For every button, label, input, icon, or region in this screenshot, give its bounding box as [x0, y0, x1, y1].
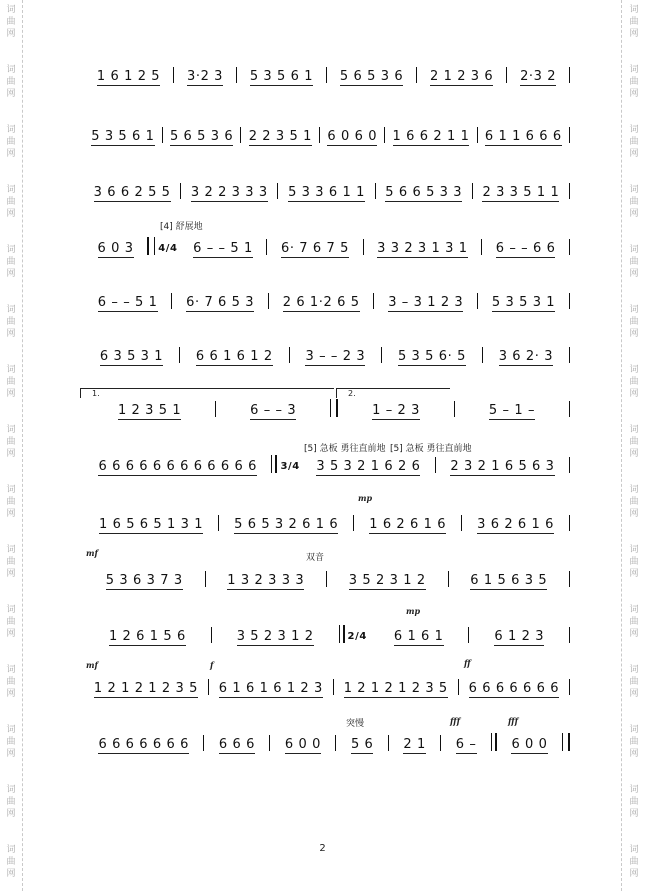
watermark-char: 网: [629, 509, 639, 519]
measure-notes: 5 6: [350, 737, 374, 752]
measure-notes: 3 – 3 1 2 3: [388, 295, 464, 310]
measure-notes: 1 6 2 6 1 6: [369, 517, 447, 532]
measure-notes: 6 6 6 6 6 6 6 6 6 6 6 6: [98, 459, 257, 474]
measure-notes: 1 6 1 2 5: [96, 69, 161, 84]
watermark-group: [627, 64, 641, 100]
measure-notes: 6 – – 6 6: [495, 241, 556, 256]
watermark-char: 词: [629, 845, 639, 855]
score-row: [84, 126, 570, 146]
watermark-char: 曲: [6, 737, 16, 747]
watermark-char: 网: [629, 749, 639, 759]
watermark-char: 曲: [629, 317, 639, 327]
watermark-right-column: [627, 0, 641, 891]
measure-notes: 6· 7 6 7 5: [280, 241, 349, 256]
measure: [241, 126, 319, 146]
watermark-char: 词: [6, 485, 16, 495]
measure: [84, 678, 208, 698]
watermark-char: 词: [6, 65, 16, 75]
measure: [459, 678, 569, 698]
measure-notes: 6 6 6: [218, 737, 255, 752]
measure-notes: 6 0 0: [284, 737, 321, 752]
watermark-group: [627, 784, 641, 820]
measure-notes: 3 6 6 2 5 5: [93, 185, 171, 200]
measure-notes: 1 – 2 3: [372, 403, 421, 418]
watermark-char: 曲: [6, 137, 16, 147]
measure: [382, 346, 482, 366]
watermark-char: 词: [629, 5, 639, 15]
barline-double: [271, 455, 277, 473]
section-5-marking-b: [5] 急板 勇往直前地: [390, 444, 472, 454]
measure-notes: 5 3 6 3 7 3: [105, 573, 183, 588]
score-row: [84, 66, 570, 86]
measure: [172, 292, 268, 312]
score-row: [84, 678, 570, 698]
watermark-char: 网: [629, 809, 639, 819]
measure: [364, 238, 482, 258]
measure-notes: 3 6 2· 3: [498, 349, 554, 364]
measure: [163, 126, 241, 146]
barline: [569, 293, 570, 309]
barline: [569, 515, 570, 531]
score-row: [84, 238, 570, 258]
measure-notes: 6· 7 6 5 3: [186, 295, 255, 310]
measure: [84, 182, 180, 202]
measure-notes: 6 6 6 6 6 6 6: [98, 737, 189, 752]
watermark-char: 词: [629, 545, 639, 555]
measure: [320, 126, 384, 146]
watermark-char: 词: [6, 305, 16, 315]
measure: [497, 734, 562, 754]
measure: [84, 126, 162, 146]
watermark-char: 词: [6, 545, 16, 555]
watermark-group: [627, 424, 641, 460]
measure: [212, 626, 339, 646]
watermark-group: [627, 604, 641, 640]
watermark-char: 词: [6, 245, 16, 255]
barline: [569, 347, 570, 363]
right-margin-line: [621, 0, 622, 891]
dynamic-fff-row13a: fff: [450, 716, 461, 726]
measure: [174, 66, 236, 86]
measure: [267, 238, 362, 258]
score-row: [84, 456, 570, 476]
measure: [209, 678, 333, 698]
watermark-char: 曲: [6, 257, 16, 267]
watermark-group: [627, 484, 641, 520]
watermark-char: 词: [629, 485, 639, 495]
watermark-char: 网: [6, 749, 16, 759]
measure: [336, 734, 387, 754]
watermark-char: 网: [629, 689, 639, 699]
watermark-group: [627, 724, 641, 760]
watermark-left-column: [4, 0, 18, 891]
sudden-slow-marking: 突慢: [346, 719, 365, 729]
barline-repeat-start: [147, 237, 155, 255]
watermark-char: 网: [6, 869, 16, 879]
score-row: [84, 734, 570, 754]
measure-notes: 6 –: [455, 737, 477, 752]
measure-notes: 3 3 2 3 1 3 1: [377, 241, 468, 256]
watermark-char: 词: [6, 5, 16, 15]
watermark-group: [627, 364, 641, 400]
watermark-char: 词: [629, 305, 639, 315]
dynamic-mp-row9: mp: [358, 493, 373, 503]
watermark-char: 曲: [629, 857, 639, 867]
watermark-char: 曲: [629, 677, 639, 687]
watermark-group: [4, 364, 18, 400]
measure-notes: 2 1 2 3 6: [429, 69, 494, 84]
measure-notes: 1 6 5 6 5 1 3 1: [99, 517, 204, 532]
volta-second-tick: [336, 388, 337, 398]
volta-first-tick: [80, 388, 81, 398]
watermark-char: 词: [6, 845, 16, 855]
measure: [84, 346, 179, 366]
watermark-char: 曲: [629, 137, 639, 147]
watermark-char: 曲: [6, 857, 16, 867]
measure-notes: 5 3 5 6· 5: [397, 349, 466, 364]
watermark-group: [4, 724, 18, 760]
time-signature: 3/4: [280, 461, 300, 472]
measure-notes: 6 6 1 6 1 2: [195, 349, 273, 364]
measure-notes: 2 3 3 5 1 1: [482, 185, 560, 200]
measure: [369, 626, 469, 646]
watermark-char: 网: [6, 149, 16, 159]
watermark-group: [4, 544, 18, 580]
barline: [569, 401, 570, 417]
measure: [389, 734, 440, 754]
watermark-char: 网: [629, 629, 639, 639]
watermark-char: 曲: [629, 77, 639, 87]
measure-notes: 3 5 2 3 1 2: [236, 629, 314, 644]
watermark-char: 网: [629, 89, 639, 99]
watermark-char: 网: [629, 869, 639, 879]
measure-notes: 5 3 3 6 1 1: [288, 185, 365, 200]
measure-notes: 1 2 1 2 1 2 3 5: [93, 681, 198, 696]
watermark-char: 词: [629, 365, 639, 375]
watermark-char: 词: [6, 425, 16, 435]
score-row: [84, 292, 570, 312]
measure-notes: 6 1 5 6 3 5: [470, 573, 548, 588]
dynamic-ff-row12: ff: [464, 658, 471, 668]
watermark-char: 曲: [6, 197, 16, 207]
measure: [84, 514, 218, 534]
watermark-char: 词: [629, 665, 639, 675]
watermark-char: 曲: [6, 677, 16, 687]
watermark-char: 曲: [629, 497, 639, 507]
watermark-group: [627, 664, 641, 700]
measure-notes: 6 0 3: [97, 241, 134, 256]
measure-notes: 6 1 2 3: [494, 629, 545, 644]
watermark-char: 网: [629, 569, 639, 579]
measure: [483, 346, 569, 366]
measure-notes: 6 – – 5 1: [97, 295, 158, 310]
measure-notes: 2 6 1·2 6 5: [282, 295, 360, 310]
dynamic-mp-row11: mp: [406, 606, 421, 616]
score-row: [84, 346, 570, 366]
watermark-char: 曲: [629, 737, 639, 747]
watermark-char: 网: [629, 149, 639, 159]
left-margin-line: [22, 0, 23, 891]
measure: [338, 400, 454, 420]
watermark-char: 词: [6, 365, 16, 375]
dynamic-fff-row13b: fff: [508, 716, 519, 726]
score-row: [84, 182, 570, 202]
watermark-char: 网: [629, 29, 639, 39]
measure: [206, 570, 327, 590]
watermark-char: 网: [629, 269, 639, 279]
time-signature: 2/4: [347, 631, 367, 642]
measure-notes: 5 6 6 5 3 3: [385, 185, 463, 200]
watermark-char: 网: [6, 509, 16, 519]
measure: [469, 626, 569, 646]
barline: [569, 679, 570, 695]
watermark-char: 曲: [6, 497, 16, 507]
score-row: [84, 514, 570, 534]
barline-double: [339, 625, 345, 643]
measure: [455, 400, 569, 420]
watermark-char: 词: [6, 785, 16, 795]
measure-notes: 5 3 5 3 1: [491, 295, 556, 310]
measure: [180, 346, 289, 366]
watermark-group: [4, 664, 18, 700]
measure-notes: 6 6 6 6 6 6 6: [468, 681, 560, 696]
watermark-char: 网: [6, 689, 16, 699]
measure: [290, 346, 381, 366]
watermark-char: 词: [629, 125, 639, 135]
measure-notes: 2 1: [403, 737, 426, 752]
measure: [278, 182, 374, 202]
measure: [216, 400, 330, 420]
watermark-char: 曲: [6, 437, 16, 447]
measure-notes: 6 – – 3: [250, 403, 297, 418]
measure: [302, 456, 435, 476]
measure: [441, 734, 491, 754]
measure-notes: 2 2 3 5 1: [248, 129, 312, 144]
watermark-group: [4, 484, 18, 520]
measure: [473, 182, 569, 202]
barline: [569, 627, 570, 643]
score-row: [84, 626, 570, 646]
double-stop-marking: 双音: [306, 553, 325, 563]
measure-notes: 3 5 3 2 1 6 2 6: [316, 459, 421, 474]
watermark-char: 网: [6, 209, 16, 219]
measure-notes: 2·3 2: [520, 69, 557, 84]
volta-first-line: [80, 388, 334, 389]
measure-notes: 3 6 2 6 1 6: [477, 517, 554, 532]
measure-notes: 5 6 5 3 6: [339, 69, 404, 84]
watermark-char: 曲: [6, 317, 16, 327]
measure: [334, 678, 458, 698]
watermark-char: 网: [6, 449, 16, 459]
score-row: [84, 570, 570, 590]
watermark-char: 曲: [6, 377, 16, 387]
watermark-char: 词: [629, 425, 639, 435]
barline: [569, 239, 570, 255]
measure: [84, 570, 205, 590]
barline: [569, 67, 570, 83]
section-5-marking-a: [5] 急板 勇往直前地: [304, 444, 386, 454]
measure-notes: 3 2 2 3 3 3: [190, 185, 268, 200]
measure: [385, 126, 476, 146]
watermark-char: 词: [629, 785, 639, 795]
measure: [84, 456, 271, 476]
dynamic-f-row12: f: [210, 660, 214, 670]
measure-notes: 3 5 2 3 1 2: [348, 573, 426, 588]
measure: [181, 182, 277, 202]
watermark-char: 词: [6, 125, 16, 135]
measure: [327, 570, 448, 590]
watermark-char: 词: [629, 605, 639, 615]
watermark-char: 词: [629, 245, 639, 255]
watermark-char: 曲: [6, 617, 16, 627]
watermark-group: [4, 4, 18, 40]
measure: [204, 734, 269, 754]
measure: [374, 292, 477, 312]
measure: [462, 514, 569, 534]
section-4-marking: [4] 舒展地: [160, 222, 203, 232]
measure-notes: 6 – – 5 1: [193, 241, 253, 256]
measure-notes: 1 2 6 1 5 6: [108, 629, 186, 644]
measure-notes: 5 6 5 3 6: [169, 129, 234, 144]
watermark-char: 网: [629, 449, 639, 459]
measure-notes: 1 2 1 2 1 2 3 5: [343, 681, 448, 696]
measure-notes: 6 1 6 1: [393, 629, 444, 644]
watermark-char: 曲: [629, 17, 639, 27]
watermark-char: 曲: [6, 797, 16, 807]
dynamic-mf-row10: mf: [86, 548, 98, 558]
watermark-char: 网: [6, 269, 16, 279]
watermark-char: 曲: [629, 257, 639, 267]
measure-notes: 6 3 5 3 1: [99, 349, 164, 364]
barline: [569, 127, 570, 143]
watermark-group: [627, 124, 641, 160]
measure: [270, 734, 335, 754]
measure: [376, 182, 472, 202]
measure-notes: 1 2 3 5 1: [117, 403, 182, 418]
watermark-char: 词: [629, 65, 639, 75]
measure: [478, 126, 569, 146]
measure: [84, 400, 215, 420]
watermark-group: [627, 544, 641, 580]
watermark-char: 词: [629, 185, 639, 195]
measure-notes: 6 1 6 1 6 1 2 3: [218, 681, 323, 696]
measure: [219, 514, 353, 534]
measure: [84, 626, 211, 646]
measure-notes: 5 3 5 6 1: [249, 69, 314, 84]
measure-notes: 3 – – 2 3: [305, 349, 366, 364]
measure-notes: 2 3 2 1 6 5 6 3: [450, 459, 555, 474]
barline: [569, 457, 570, 473]
watermark-group: [4, 784, 18, 820]
watermark-char: 网: [6, 809, 16, 819]
barline: [569, 183, 570, 199]
measure-notes: 5 – 1 –: [488, 403, 536, 418]
watermark-char: 词: [6, 725, 16, 735]
watermark-char: 曲: [629, 377, 639, 387]
measure: [478, 292, 569, 312]
watermark-char: 网: [6, 29, 16, 39]
measure-notes: 1 3 2 3 3 3: [227, 573, 305, 588]
measure: [84, 238, 147, 258]
watermark-char: 曲: [629, 557, 639, 567]
measure: [84, 66, 173, 86]
watermark-group: [627, 184, 641, 220]
watermark-char: 网: [6, 629, 16, 639]
music-score: [84, 0, 570, 891]
volta-second-label: 2.: [348, 389, 356, 398]
measure-notes: 6 0 0: [511, 737, 548, 752]
measure-notes: 6 1 1 6 6 6: [484, 129, 562, 144]
measure-notes: 5 3 5 6 1: [91, 129, 155, 144]
measure: [84, 734, 203, 754]
watermark-char: 曲: [6, 557, 16, 567]
final-barline: [562, 733, 570, 751]
watermark-char: 网: [6, 389, 16, 399]
watermark-char: 曲: [629, 437, 639, 447]
watermark-group: [4, 124, 18, 160]
score-row: [84, 400, 570, 420]
measure: [436, 456, 569, 476]
measure: [237, 66, 326, 86]
barline-repeat-end: [330, 399, 338, 417]
measure: [269, 292, 373, 312]
measure: [449, 570, 570, 590]
measure: [482, 238, 569, 258]
watermark-char: 曲: [629, 617, 639, 627]
measure-notes: 5 6 5 3 2 6 1 6: [234, 517, 339, 532]
watermark-char: 词: [629, 725, 639, 735]
measure: [327, 66, 416, 86]
watermark-char: 网: [6, 329, 16, 339]
watermark-char: 网: [6, 89, 16, 99]
watermark-group: [627, 4, 641, 40]
watermark-group: [4, 424, 18, 460]
watermark-group: [4, 604, 18, 640]
watermark-char: 词: [6, 665, 16, 675]
watermark-char: 网: [629, 209, 639, 219]
time-signature: 4/4: [158, 243, 178, 254]
measure-notes: 3·2 3: [186, 69, 224, 84]
watermark-group: [4, 184, 18, 220]
measure: [417, 66, 506, 86]
watermark-char: 词: [6, 185, 16, 195]
measure-notes: 1 6 6 2 1 1: [392, 129, 470, 144]
watermark-group: [4, 64, 18, 100]
barline: [569, 571, 570, 587]
watermark-char: 曲: [6, 17, 16, 27]
measure-notes: 6 0 6 0: [327, 129, 378, 144]
measure: [507, 66, 569, 86]
watermark-char: 词: [6, 605, 16, 615]
volta-first-label: 1.: [92, 389, 100, 398]
watermark-char: 网: [629, 389, 639, 399]
watermark-char: 曲: [6, 77, 16, 87]
watermark-group: [627, 304, 641, 340]
page-number: 2: [319, 843, 326, 854]
measure: [180, 238, 267, 258]
watermark-char: 曲: [629, 797, 639, 807]
dynamic-mf-row12: mf: [86, 660, 98, 670]
watermark-char: 曲: [629, 197, 639, 207]
watermark-group: [4, 244, 18, 280]
measure: [354, 514, 461, 534]
watermark-group: [4, 304, 18, 340]
measure: [84, 292, 171, 312]
watermark-char: 网: [6, 569, 16, 579]
watermark-group: [627, 244, 641, 280]
watermark-char: 网: [629, 329, 639, 339]
